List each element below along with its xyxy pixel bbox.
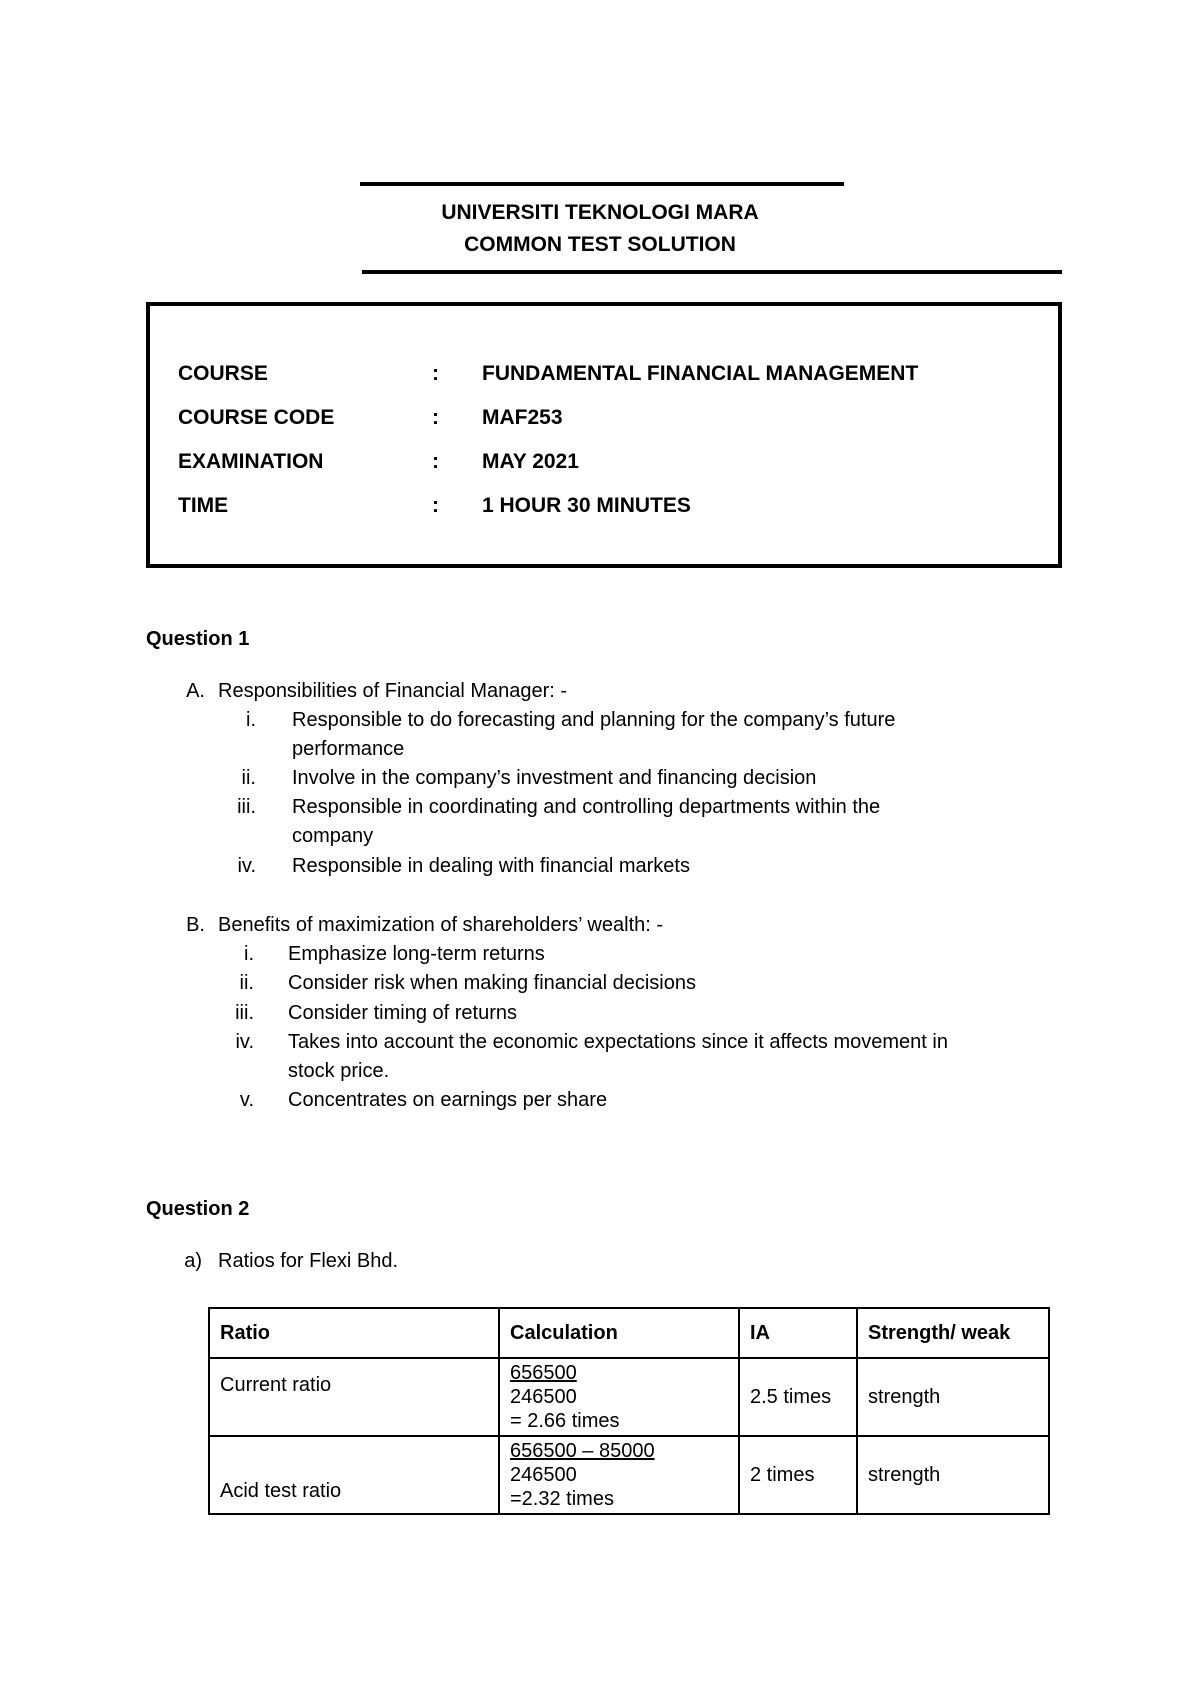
info-colon: :: [432, 362, 439, 385]
university-name: UNIVERSITI TEKNOLOGI MARA: [441, 201, 759, 224]
ratio-name-cell: Current ratio: [209, 1358, 499, 1436]
info-value: 1 HOUR 30 MINUTES: [482, 494, 691, 517]
calculation-numerator: 656500: [510, 1362, 577, 1384]
column-header: Strength/ weak: [857, 1308, 1049, 1358]
info-value: MAF253: [482, 406, 563, 429]
info-colon: :: [432, 406, 439, 429]
table-header-row: [209, 1308, 1049, 1358]
calculation-result: =2.32 times: [510, 1488, 614, 1510]
list-item-text: performance: [292, 738, 405, 760]
industry-average-cell: 2 times: [739, 1436, 857, 1514]
list-marker: i.: [246, 709, 256, 731]
calculation-denominator: 246500: [510, 1464, 577, 1486]
list-item-text: Concentrates on earnings per share: [288, 1089, 608, 1111]
ratio-name-cell: Acid test ratio: [209, 1436, 499, 1514]
list-item-text: Involve in the company’s investment and financing decision: [292, 767, 817, 789]
list-item-text: Consider risk when making financial decisions: [288, 972, 696, 994]
info-value: MAY 2021: [482, 450, 579, 473]
list-marker: iii.: [237, 796, 256, 818]
calculation-numerator: 656500 – 85000: [510, 1440, 655, 1462]
info-label: TIME: [178, 494, 229, 517]
question-1-heading: Question 1: [146, 628, 250, 650]
list-item-text: Responsible to do forecasting and planning for the company’s future: [292, 709, 896, 731]
list-marker: ii.: [239, 972, 254, 994]
info-row-course: [150, 362, 1058, 392]
list-item-text: Emphasize long-term returns: [288, 943, 545, 965]
list-item-text: company: [292, 825, 374, 847]
strength-cell: strength: [857, 1436, 1049, 1514]
document-subtitle: COMMON TEST SOLUTION: [464, 233, 736, 256]
info-label: EXAMINATION: [178, 450, 324, 473]
calculation-cell: [499, 1358, 739, 1436]
section-a-heading: Responsibilities of Financial Manager: -: [218, 680, 568, 702]
section-b-heading: Benefits of maximization of shareholders’ wealth: -: [218, 914, 664, 936]
part-a-marker: a): [184, 1250, 202, 1272]
column-header: Ratio: [209, 1308, 499, 1358]
info-row-course-code: [150, 406, 1058, 436]
info-label: COURSE: [178, 362, 268, 385]
ratio-table: [208, 1307, 1050, 1515]
section-b-marker: B.: [186, 914, 205, 936]
header-bottom-rule: [362, 270, 1062, 274]
calculation-result: = 2.66 times: [510, 1410, 620, 1432]
list-item-text: Consider timing of returns: [288, 1002, 517, 1024]
course-info-box: [146, 302, 1062, 568]
calculation-cell: [499, 1436, 739, 1514]
column-header: IA: [739, 1308, 857, 1358]
header-top-rule: [360, 182, 844, 186]
info-row-time: [150, 494, 1058, 524]
list-marker: iv.: [235, 1031, 254, 1053]
info-colon: :: [432, 494, 439, 517]
list-item-text: stock price.: [288, 1060, 390, 1082]
column-header: Calculation: [499, 1308, 739, 1358]
industry-average-cell: 2.5 times: [739, 1358, 857, 1436]
info-label: COURSE CODE: [178, 406, 335, 429]
info-row-examination: [150, 450, 1058, 480]
list-marker: ii.: [241, 767, 256, 789]
section-a-marker: A.: [186, 680, 205, 702]
part-a-heading: Ratios for Flexi Bhd.: [218, 1250, 399, 1272]
info-colon: :: [432, 450, 439, 473]
table-row: [209, 1358, 1049, 1436]
list-item-text: Responsible in dealing with financial markets: [292, 855, 690, 877]
list-marker: iii.: [235, 1002, 254, 1024]
list-marker: iv.: [237, 855, 256, 877]
list-marker: i.: [244, 943, 254, 965]
list-marker: v.: [239, 1089, 254, 1111]
list-item-text: Responsible in coordinating and controlling departments within the: [292, 796, 881, 818]
calculation-denominator: 246500: [510, 1386, 577, 1408]
list-item-text: Takes into account the economic expectations since it affects movement in: [288, 1031, 948, 1053]
question-2-heading: Question 2: [146, 1198, 250, 1220]
info-value: FUNDAMENTAL FINANCIAL MANAGEMENT: [482, 362, 919, 385]
strength-cell: strength: [857, 1358, 1049, 1436]
table-row: [209, 1436, 1049, 1514]
